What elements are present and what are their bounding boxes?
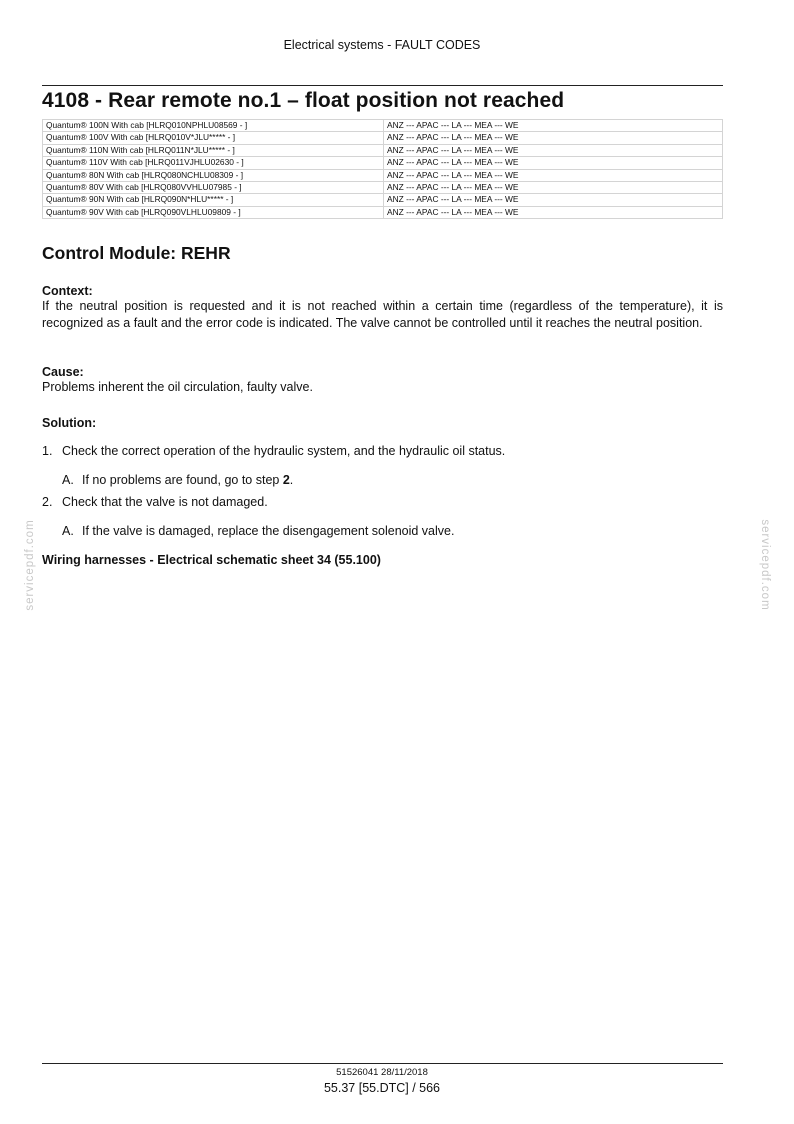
regions-cell: ANZ --- APAC --- LA --- MEA --- WE	[384, 206, 723, 218]
step-number: 1.	[42, 444, 53, 458]
substep-text: If the valve is damaged, replace the disengagement solenoid valve.	[82, 524, 455, 538]
step-reference: 2	[282, 473, 290, 487]
solution-step-1a	[62, 472, 293, 488]
solution-heading: Solution:	[42, 416, 97, 430]
solution-step-1	[42, 443, 505, 459]
step-text: Check that the valve is not damaged.	[62, 495, 268, 509]
table-row	[43, 206, 723, 218]
solution-step-2	[42, 494, 268, 510]
model-cell: Quantum® 110N With cab [HLRQ011N*JLU***** - ]	[43, 144, 384, 156]
regions-cell: ANZ --- APAC --- LA --- MEA --- WE	[384, 182, 723, 194]
step-text: Check the correct operation of the hydraulic system, and the hydraulic oil status.	[62, 444, 506, 458]
page-title: 4108 - Rear remote no.1 – float position not reached	[42, 89, 565, 112]
solution-step-2a	[62, 523, 454, 539]
table-row	[43, 144, 723, 156]
table-row	[43, 157, 723, 169]
regions-cell: ANZ --- APAC --- LA --- MEA --- WE	[384, 169, 723, 181]
table-row	[43, 169, 723, 181]
header-rule	[42, 85, 723, 86]
model-cell: Quantum® 100V With cab [HLRQ010V*JLU***** - ]	[43, 132, 384, 144]
substep-text-end: .	[289, 473, 294, 487]
model-cell: Quantum® 80N With cab [HLRQ080NCHLU08309 - ]	[43, 169, 384, 181]
watermark-right: servicepdf.com	[759, 519, 771, 611]
cause-text: Problems inherent the oil circulation, faulty valve.	[42, 380, 313, 394]
model-cell: Quantum® 80V With cab [HLRQ080VVHLU07985 - ]	[43, 182, 384, 194]
page-number: 55.37 [55.DTC] / 566	[323, 1081, 441, 1095]
regions-cell: ANZ --- APAC --- LA --- MEA --- WE	[384, 132, 723, 144]
table-row	[43, 182, 723, 194]
model-cell: Quantum® 110V With cab [HLRQ011VJHLU02630 - ]	[43, 157, 384, 169]
regions-cell: ANZ --- APAC --- LA --- MEA --- WE	[384, 194, 723, 206]
running-head: Electrical systems - FAULT CODES	[283, 38, 481, 52]
document-id: 51526041 28/11/2018	[336, 1067, 428, 1078]
regions-cell: ANZ --- APAC --- LA --- MEA --- WE	[384, 157, 723, 169]
model-applicability-table	[42, 119, 723, 219]
context-heading: Context:	[42, 284, 93, 298]
regions-cell: ANZ --- APAC --- LA --- MEA --- WE	[384, 144, 723, 156]
substep-text: If no problems are found, go to step	[82, 473, 283, 487]
substep-letter: A.	[62, 473, 74, 487]
table-row	[43, 132, 723, 144]
substep-letter: A.	[62, 524, 74, 538]
cause-heading: Cause:	[42, 365, 84, 379]
watermark-left: servicepdf.com	[24, 519, 36, 611]
footer-rule	[42, 1063, 723, 1064]
context-text: If the neutral position is requested and it is not reached within a certain time (regardless of the temperature), it is recognized as a fault and the error code is indicated. The valve cannot be controlled until it reaches the neutral position.	[42, 299, 723, 330]
regions-cell: ANZ --- APAC --- LA --- MEA --- WE	[384, 120, 723, 132]
model-cell: Quantum® 100N With cab [HLRQ010NPHLU08569 - ]	[43, 120, 384, 132]
table-row	[43, 194, 723, 206]
wiring-harness-reference-link[interactable]: Wiring harnesses - Electrical schematic sheet 34 (55.100)	[42, 553, 381, 567]
model-cell: Quantum® 90N With cab [HLRQ090N*HLU***** - ]	[43, 194, 384, 206]
table-row	[43, 120, 723, 132]
control-module-heading: Control Module: REHR	[42, 243, 231, 263]
step-number: 2.	[42, 495, 53, 509]
model-cell: Quantum® 90V With cab [HLRQ090VLHLU09809 - ]	[43, 206, 384, 218]
